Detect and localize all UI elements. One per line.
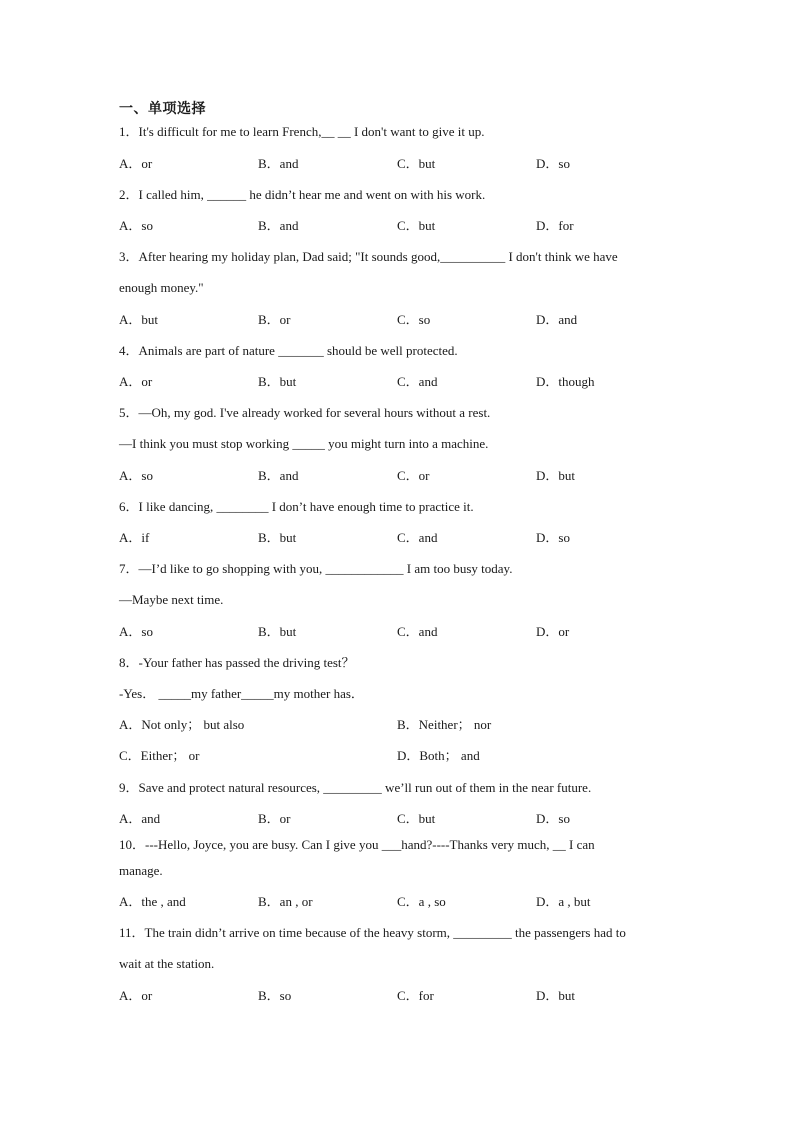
question-5-option-d[interactable]: D．but (536, 468, 576, 483)
question-2-text: 2．I called him, ______ he didn’t hear me and went on with his work. (119, 187, 486, 202)
question-8-option-b[interactable]: B．Neither； nor (397, 717, 492, 732)
question-8-option-a[interactable]: A．Not only； but also (119, 717, 245, 732)
question-5-text: 5．—Oh, my god. I've already worked for several hours without a rest. (119, 405, 491, 420)
question-11-option-b[interactable]: B．so (258, 988, 292, 1003)
question-3-text: 3．After hearing my holiday plan, Dad said; "It sounds good,__________ I don't think we have (119, 249, 618, 264)
question-4-text: 4．Animals are part of nature _______ should be well protected. (119, 343, 458, 358)
question-3-option-b[interactable]: B．or (258, 312, 291, 327)
question-9-option-c[interactable]: C．but (397, 811, 436, 826)
question-10-option-b[interactable]: B．an , or (258, 894, 313, 909)
question-3-text-cont: enough money." (119, 280, 204, 295)
question-7-option-a[interactable]: A．so (119, 624, 153, 639)
question-8-option-d[interactable]: D．Both； and (397, 748, 480, 763)
question-11-text: 11．The train didn’t arrive on time because of the heavy storm, _________ the passengers had to (119, 925, 626, 940)
question-3-option-d[interactable]: D．and (536, 312, 578, 327)
question-11-option-c[interactable]: C．for (397, 988, 434, 1003)
question-6-text: 6．I like dancing, ________ I don’t have enough time to practice it. (119, 499, 474, 514)
question-9-option-b[interactable]: B．or (258, 811, 291, 826)
question-1-option-a[interactable]: A．or (119, 156, 153, 171)
question-5-option-b[interactable]: B．and (258, 468, 299, 483)
question-2-option-b[interactable]: B．and (258, 218, 299, 233)
question-11-text-cont: wait at the station. (119, 956, 215, 971)
question-1-option-b[interactable]: B．and (258, 156, 299, 171)
question-3-option-a[interactable]: A．but (119, 312, 159, 327)
question-1-option-d[interactable]: D．so (536, 156, 570, 171)
question-3-option-c[interactable]: C．so (397, 312, 431, 327)
question-10-option-a[interactable]: A．the , and (119, 894, 186, 909)
question-2-option-d[interactable]: D．for (536, 218, 574, 233)
question-5-option-c[interactable]: C．or (397, 468, 430, 483)
question-6-option-a[interactable]: A．if (119, 530, 150, 545)
question-2-option-a[interactable]: A．so (119, 218, 153, 233)
question-4-option-a[interactable]: A．or (119, 374, 153, 389)
question-4-option-b[interactable]: B．but (258, 374, 297, 389)
question-6-option-b[interactable]: B．but (258, 530, 297, 545)
question-5-text-cont: —I think you must stop working _____ you might turn into a machine. (119, 436, 489, 451)
question-10-option-d[interactable]: D．a , but (536, 894, 591, 909)
question-9-text: 9．Save and protect natural resources, _________ we’ll run out of them in the near future. (119, 780, 592, 795)
question-8-text-cont: -Yes． _____my father_____my mother has． (119, 686, 364, 701)
question-7-option-b[interactable]: B．but (258, 624, 297, 639)
question-8-text: 8．-Your father has passed the driving test？ (119, 655, 355, 670)
question-11-option-d[interactable]: D．but (536, 988, 576, 1003)
question-9-option-d[interactable]: D．so (536, 811, 570, 826)
question-7-text: 7．—I’d like to go shopping with you, ____________ I am too busy today. (119, 561, 513, 576)
question-1-option-c[interactable]: C．but (397, 156, 436, 171)
question-10-option-c[interactable]: C．a , so (397, 894, 446, 909)
question-4-option-d[interactable]: D．though (536, 374, 595, 389)
question-8-option-c[interactable]: C．Either； or (119, 748, 200, 763)
question-1-text: 1．It's difficult for me to learn French,__ __ I don't want to give it up. (119, 124, 485, 139)
question-5-option-a[interactable]: A．so (119, 468, 153, 483)
question-2-option-c[interactable]: C．but (397, 218, 436, 233)
question-6-option-c[interactable]: C．and (397, 530, 438, 545)
question-4-option-c[interactable]: C．and (397, 374, 438, 389)
question-7-option-d[interactable]: D．or (536, 624, 570, 639)
question-6-option-d[interactable]: D．so (536, 530, 570, 545)
question-11-option-a[interactable]: A．or (119, 988, 153, 1003)
question-7-text-cont: —Maybe next time. (119, 592, 224, 607)
question-10-text: 10．---Hello, Joyce, you are busy. Can I give you ___hand?----Thanks very much, __ I can (119, 837, 595, 852)
section-title: 一、单项选择 (119, 101, 206, 117)
question-9-option-a[interactable]: A．and (119, 811, 161, 826)
question-7-option-c[interactable]: C．and (397, 624, 438, 639)
question-10-text-cont: manage. (119, 863, 163, 878)
